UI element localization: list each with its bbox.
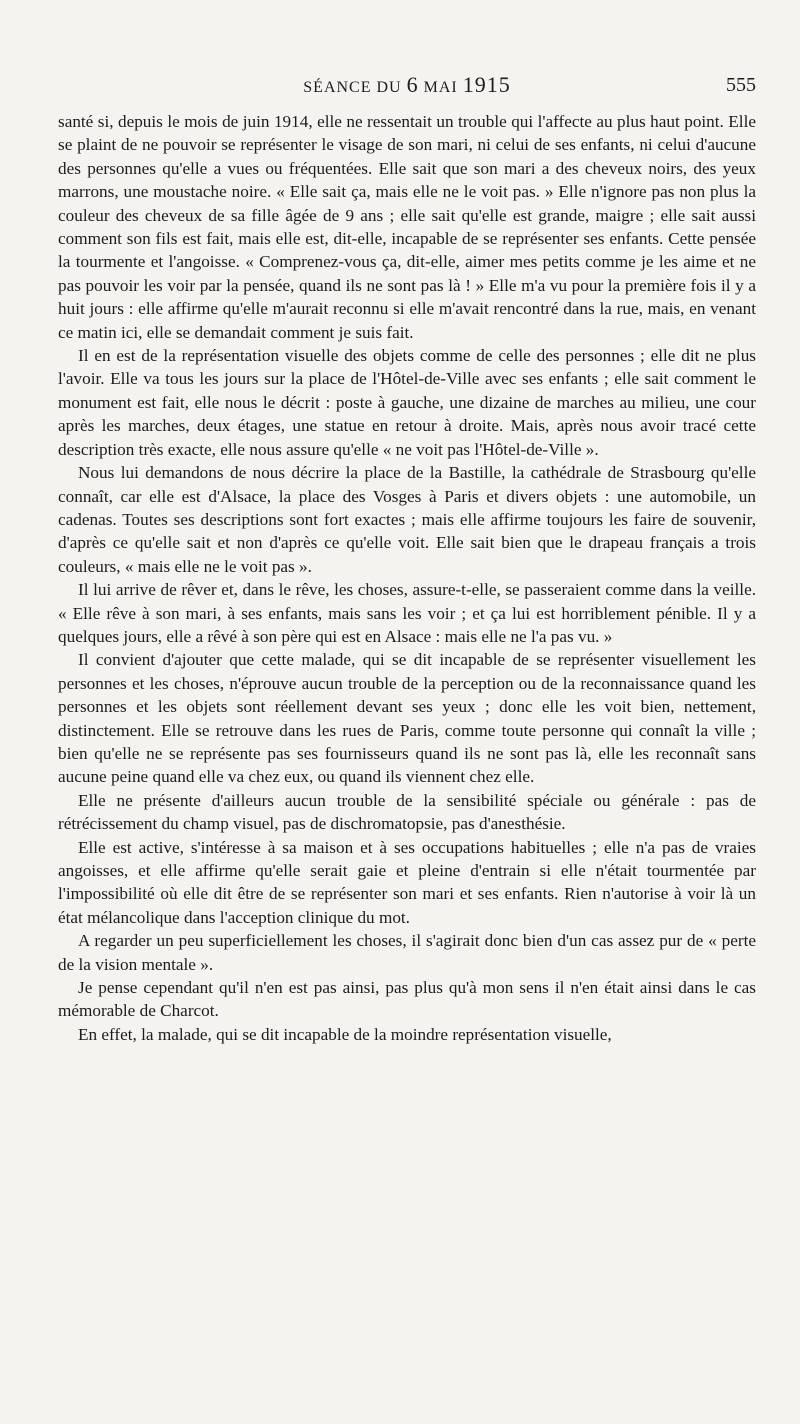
paragraph: En effet, la malade, qui se dit incapable de la moindre représentation visuelle, <box>78 1024 612 1044</box>
paragraph: Elle ne présente d'ailleurs aucun trouble de la sensibilité spéciale ou générale : pas de rétrécissement du champ visuel, pas de dischromatopsie, pas d'anesthésie. <box>58 790 756 834</box>
title-year: 1915 <box>462 72 511 97</box>
paragraph: Elle est active, s'intéresse à sa maison et à ses occupations habituelles ; elle n'a pas de vraies angoisses, et elle affirme qu'elle serait gaie et pleine d'entrain si elle n'était tourmentée par l'impossibilité où elle dit être de se représenter son mari et ses enfants. Rien n'autorise à voir là un état mélancolique dans l'acception clinique du mot. <box>58 837 756 927</box>
paragraph: Il convient d'ajouter que cette malade, qui se dit incapable de se représenter visuellement les personnes et les choses, n'éprouve aucun trouble de la perception ou de la reconnaissance quand les personnes et les objets sont réellement devant ses yeux ; donc elle les voit bien, nettement, distinctement. Elle se retrouve dans les rues de Paris, comme toute personne qui connaît la ville ; bien qu'elle ne se représente pas ses fournisseurs quand ils ne sont pas là, elle les reconnaît sans aucune peine quand elle va chez eux, ou quand ils viennent chez elle. <box>58 650 756 787</box>
body-text <box>58 110 756 1046</box>
paragraph: Il en est de la représentation visuelle des objets comme de celle des personnes ; elle dit ne plus l'avoir. Elle va tous les jours sur la place de l'Hôtel-de-Ville avec ses enfants ; elle sait comment le monument est fait, elle nous le décrit : poste à gauche, une dizaine de marches au milieu, une cour après les marches, deux étages, une statue en retour à droite. Mais, après nous avoir tracé cette description très exacte, elle nous assure qu'elle « ne voit pas l'Hôtel-de-Ville ». <box>58 346 756 459</box>
running-header <box>58 64 756 104</box>
paragraph: Je pense cependant qu'il n'en est pas ainsi, pas plus qu'à mon sens il n'en était ainsi dans le cas mémorable de Charcot. <box>58 978 756 1021</box>
title-day: 6 <box>406 72 419 97</box>
paragraph: A regarder un peu superficiellement les choses, il s'agirait donc bien d'un cas assez pur de « perte de la vision mentale ». <box>58 931 756 974</box>
page-number: 555 <box>726 74 756 96</box>
paragraph: santé si, depuis le mois de juin 1914, elle ne ressentait un trouble qui l'affecte au plus haut point. Elle se plaint de ne pouvoir se représenter le visage de son mari, ni celui de ses enfants, ni celui d'aucune des personnes qu'elle a vues ou fréquentées. Elle sait que son mari a des cheveux noirs, des yeux marrons, une moustache noire. « Elle sait ça, mais elle ne le voit pas. » Elle n'ignore pas non plus la couleur des cheveux de sa fille âgée de 9 ans ; elle sait qu'elle est grande, maigre ; elle sait aussi comment son fils est fait, mais elle est, dit-elle, incapable de se représenter ses enfants. Cette pensée la tourmente et l'angoisse. « Comprenez-vous ça, dit-elle, aimer mes petits comme je les aime et ne pas pouvoir les voir par la pensée, quand ils ne sont pas là ! » Elle m'a vu pour la première fois il y a huit jours : elle affirme qu'elle m'aurait reconnu si elle m'avait rencontré dans la rue, mais, en venant ce matin ici, elle se demandait comment je suis fait. <box>58 112 756 342</box>
title-prefix: SÉANCE DU <box>303 79 402 96</box>
title-month: MAI <box>423 79 458 96</box>
paragraph: Il lui arrive de rêver et, dans le rêve, les choses, assure-t-elle, se passeraient comme dans la veille. « Elle rêve à son mari, à ses enfants, mais sans les voir ; et ça lui est horriblement pénible. Il y a quelques jours, elle a rêvé à son père qui est en Alsace : mais elle ne l'a pas vu. » <box>58 580 756 646</box>
paragraph: Nous lui demandons de nous décrire la place de la Bastille, la cathédrale de Strasbourg qu'elle connaît, car elle est d'Alsace, la place des Vosges à Paris et divers objets : une automobile, un cadenas. Toutes ses descriptions sont fort exactes ; mais elle affirme toujours les faire de souvenir, d'après ce qu'elle sait et non d'après ce qu'elle voit. Elle sait bien que le drapeau français a trois couleurs, « mais elle ne le voit pas ». <box>58 463 756 576</box>
running-title <box>58 72 756 98</box>
